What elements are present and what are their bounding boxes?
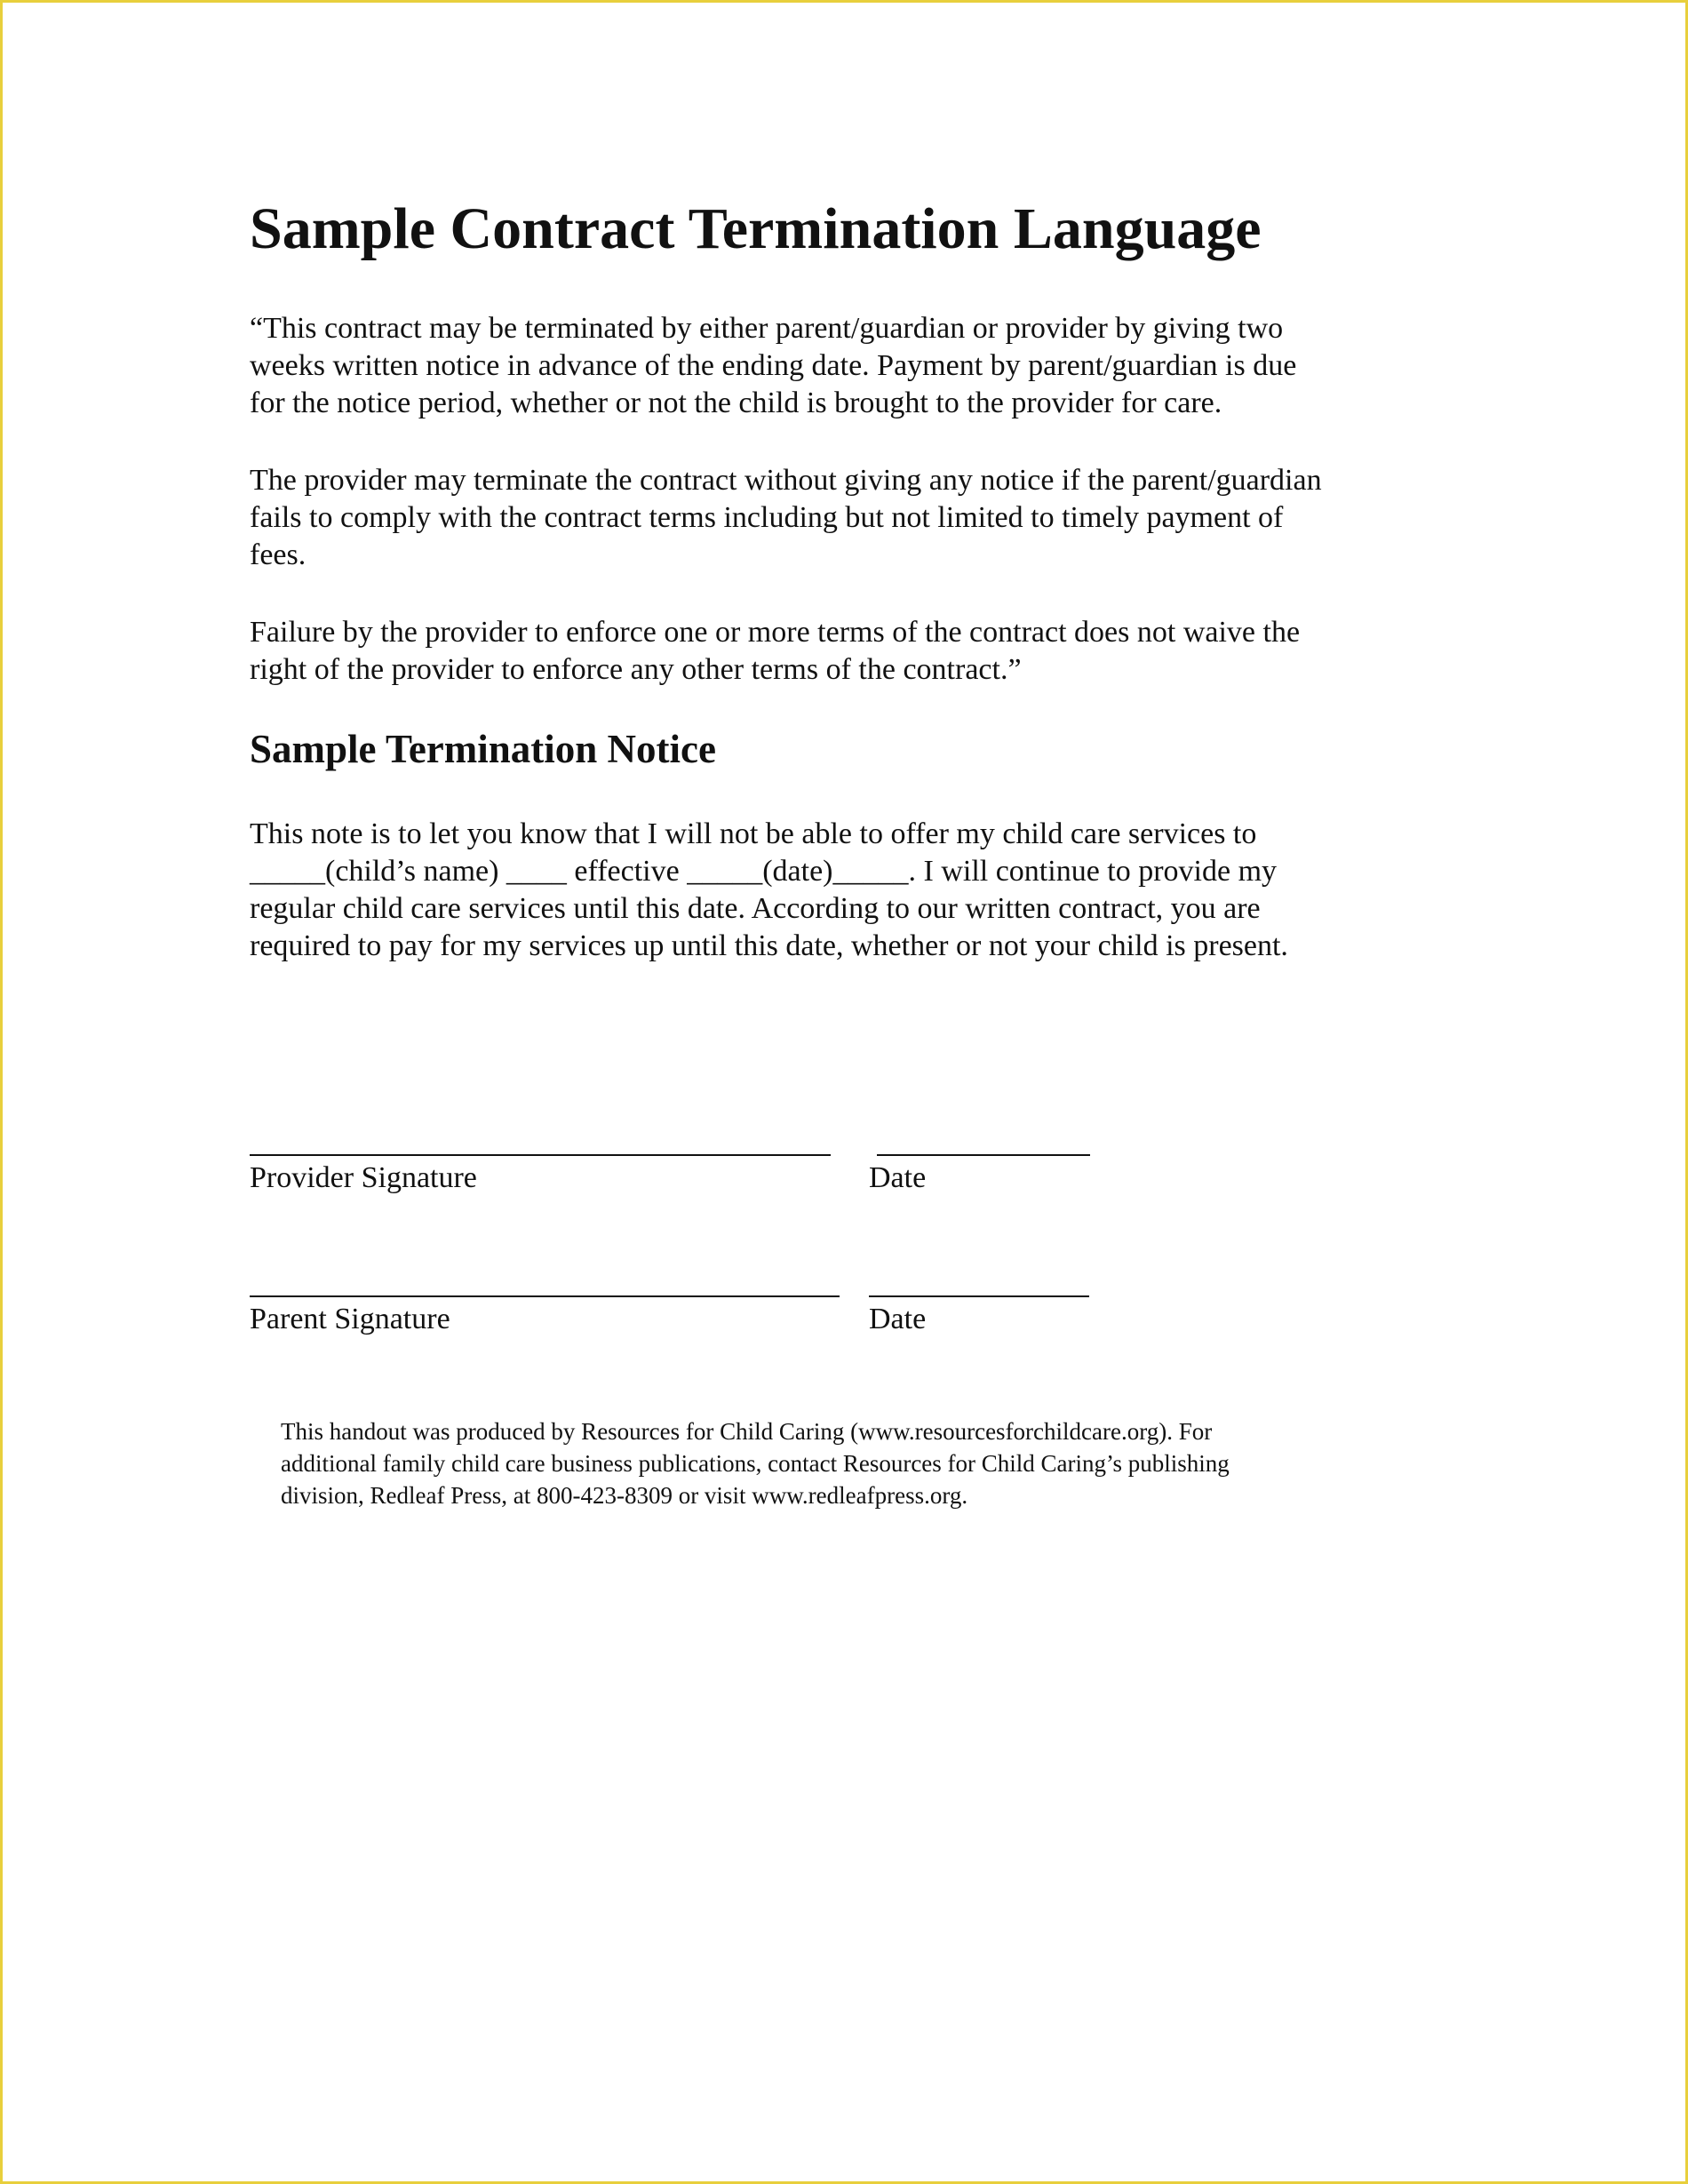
notice-paragraph: This note is to let you know that I will not be able to offer my child care services to _____(child’s name) ____ effective _____(date)_____. I will continue to provide my regular child care services until this date. According to our written contract, you are required to pay for my services up until this date, whether or not your child is present.: [250, 817, 1288, 962]
parent-signature-label: Parent Signature: [250, 1303, 450, 1335]
parent-signature-line: [250, 1295, 840, 1297]
document-title: Sample Contract Termination Language: [250, 196, 1262, 261]
termination-paragraph-1: “This contract may be terminated by either parent/guardian or provider by giving two weeks written notice in advance of the ending date. Payment by parent/guardian is due for the notice period, whether or not the child is brought to the provider for care.: [250, 312, 1297, 419]
notice-subtitle: Sample Termination Notice: [250, 727, 716, 771]
termination-paragraph-2: The provider may terminate the contract without giving any notice if the parent/guardian fails to comply with the contract terms including but not limited to timely payment of fees.: [250, 464, 1322, 571]
handout-footer: This handout was produced by Resources for Child Caring (www.resourcesforchildcare.org). For additional family child care business publications, contact Resources for Child Caring’s publishing division, Redleaf Press, at 800-423-8309 or visit www.redleafpress.org.: [281, 1418, 1230, 1509]
parent-date-line: [869, 1295, 1089, 1297]
provider-signature-label: Provider Signature: [250, 1161, 477, 1194]
provider-signature-line: [250, 1154, 831, 1156]
provider-date-label: Date: [869, 1161, 927, 1194]
termination-paragraph-3: Failure by the provider to enforce one or more terms of the contract does not waive the right of the provider to enforce any other terms of the contract.”: [250, 616, 1301, 686]
parent-date-label: Date: [869, 1303, 927, 1335]
provider-date-line: [877, 1154, 1090, 1156]
